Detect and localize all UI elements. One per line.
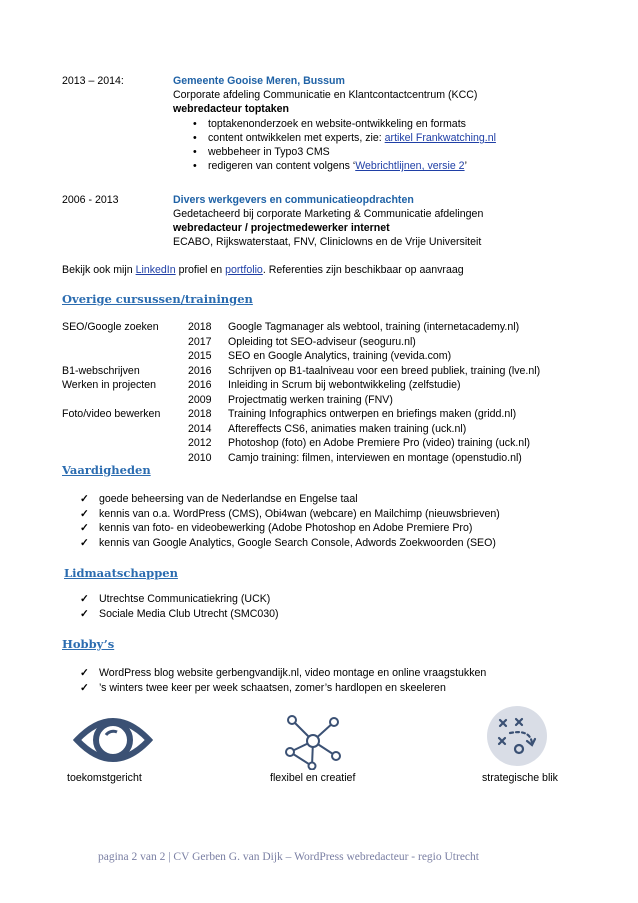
hobbies-list [80,666,486,695]
list-item: • content ontwikkelen met experts, zie: artikel Frankwatching.nl [190,131,496,145]
course-description: SEO en Google Analytics, training (vevida.com) [228,350,452,362]
course-year: 2016 [188,379,212,391]
list-item: ✓ Utrechtse Communicatiekring (UCK) [80,592,279,607]
job-employer: Gemeente Gooise Meren, Bussum [173,75,345,87]
portfolio-link[interactable]: portfolio [225,264,263,276]
hobbies-heading: Hobby’s [62,637,115,651]
course-year: 2010 [188,451,212,464]
job-clients: ECABO, Rijkswaterstaat, FNV, Cliniclowns en de Vrije Universiteit [173,236,482,248]
course-description: Projectmatig werken training (FNV) [228,393,393,406]
trait-label: flexibel en creatief [270,772,356,784]
list-item: ✓ kennis van foto- en videobewerking (Adobe Photoshop en Adobe Premiere Pro) [80,521,500,536]
list-item: ✓ kennis van Google Analytics, Google Search Console, Adwords Zoekwoorden (SEO) [80,536,500,551]
course-category: Foto/video bewerken [62,408,161,420]
course-description: Inleiding in Scrum bij webontwikkeling (zelfstudie) [228,379,461,391]
list-item: ✓ Sociale Media Club Utrecht (SMC030) [80,607,279,622]
course-description: Training Infographics ontwerpen en briefings maken (gridd.nl) [228,408,517,420]
job-employer: Divers werkgevers en communicatieopdrachten [173,194,414,206]
course-description: Photoshop (foto) en Adobe Premiere Pro (video) training (uck.nl) [228,437,531,449]
memberships-heading: Lidmaatschappen [64,566,178,580]
course-year: 2009 [188,393,212,406]
course-category: B1-webschrijven [62,364,140,377]
strategy-icon [486,705,548,770]
job-period: 2006 - 2013 [62,194,119,206]
trait-label: strategische blik [482,772,558,784]
course-year: 2014 [188,422,212,435]
job-period: 2013 – 2014: [62,75,124,87]
job-department: Corporate afdeling Communicatie en Klantcontactcentrum (KCC) [173,89,478,101]
job-role: webredacteur / projectmedewerker internet [173,222,390,234]
linkedin-link[interactable]: LinkedIn [135,264,176,276]
course-category: Werken in projecten [62,379,157,391]
job-role: webredacteur toptaken [173,103,289,115]
page-footer: pagina 2 van 2 | CV Gerben G. van Dijk – WordPress webredacteur - regio Utrecht [98,851,479,863]
courses-heading: Overige cursussen/trainingen [62,292,253,306]
frankwatching-article-link[interactable]: artikel Frankwatching.nl [384,132,496,144]
list-item: ✓ WordPress blog website gerbengvandijk.nl, video montage en online vraagstukken [80,666,486,681]
trait-label: toekomstgericht [67,772,142,784]
list-item: ✓ goede beheersing van de Nederlandse en Engelse taal [80,492,500,507]
job-department: Gedetacheerd bij corporate Marketing & Communicatie afdelingen [173,208,484,220]
course-description: Camjo training: filmen, interviewen en montage (openstudio.nl) [228,451,522,464]
course-category: SEO/Google zoeken [62,321,159,333]
courses-table [62,320,622,465]
memberships-list [80,592,279,621]
course-year: 2016 [188,364,212,377]
course-description: Opleiding tot SEO-adviseur (seoguru.nl) [228,335,416,348]
course-year: 2015 [188,350,212,362]
course-year: 2018 [188,321,212,333]
list-item: • redigeren van content volgens ‘Webrichtlijnen, versie 2’ [190,159,496,173]
course-description: Schrijven op B1-taalniveau voor een breed publiek, training (lve.nl) [228,364,541,377]
webrichtlijnen-link[interactable]: Webrichtlijnen, versie 2 [355,160,465,172]
list-item: ✓ kennis van o.a. WordPress (CMS), Obi4wan (webcare) en Mailchimp (nieuwsbrieven) [80,507,500,522]
list-item: • webbeheer in Typo3 CMS [190,145,496,159]
job-tasks-list [190,117,496,173]
profile-links-line: Bekijk ook mijn LinkedIn profiel en portfolio. Referenties zijn beschikbaar op aanvraag [62,264,464,276]
skills-list [80,492,500,550]
list-item: ✓ ’s winters twee keer per week schaatsen, zomer’s hardlopen en skeeleren [80,681,486,696]
course-description: Aftereffects CS6, animaties maken training (uck.nl) [228,422,467,435]
skills-heading: Vaardigheden [62,463,151,477]
network-icon [284,712,342,773]
course-year: 2012 [188,437,212,449]
list-item: • toptakenonderzoek en website-ontwikkeling en formats [190,117,496,131]
eye-icon [73,708,153,775]
course-year: 2017 [188,335,212,348]
course-year: 2018 [188,408,212,420]
course-description: Google Tagmanager als webtool, training (internetacademy.nl) [228,321,520,333]
